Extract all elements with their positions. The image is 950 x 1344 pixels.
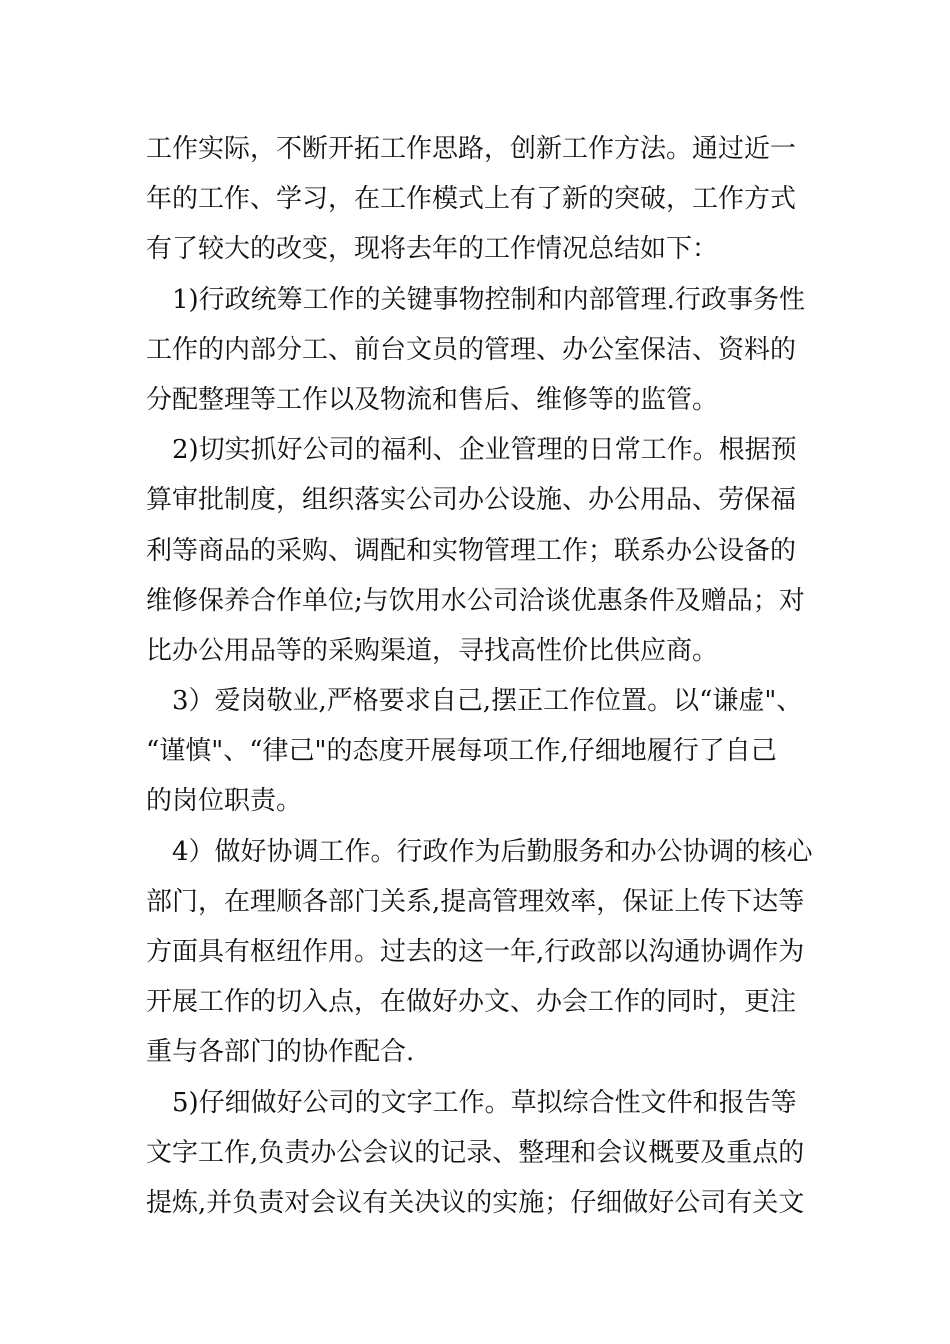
text-line: 利等商品的采购、调配和实物管理工作；联系办公设备的	[146, 535, 797, 566]
text-line: 部门，在理顺各部门关系,提高管理效率，保证上传下达等	[146, 886, 805, 917]
text-line: “谨慎"、“律己"的态度开展每项工作,仔细地履行了自己	[146, 736, 777, 767]
text-line: 工作实际，不断开拓工作思路，创新工作方法。通过近一	[146, 134, 797, 164]
paragraph-5-first-line: 5)仔细做好公司的文字工作。草拟综合性文件和报告等	[172, 1087, 797, 1118]
text-line: 重与各部门的协作配合.	[146, 1037, 415, 1068]
paragraph-2-first-line: 2)切实抓好公司的福利、企业管理的日常工作。根据预	[172, 435, 797, 466]
text-line: 比办公用品等的采购渠道，寻找高性价比供应商。	[146, 635, 719, 666]
text-line: 算审批制度，组织落实公司办公设施、办公用品、劳保福	[146, 485, 797, 516]
text-line: 分配整理等工作以及物流和售后、维修等的监管。	[146, 384, 719, 415]
text-line: 的岗位职责。	[146, 786, 303, 817]
text-line: 开展工作的切入点，在做好办文、办会工作的同时，更注	[146, 987, 797, 1018]
body-text	[146, 124, 811, 1228]
paragraph-4-first-line: 4）做好协调工作。行政作为后勤服务和办公协调的核心	[172, 836, 813, 867]
text-line: 提炼,并负责对会议有关决议的实施；仔细做好公司有关文	[146, 1187, 805, 1218]
paragraph-1-first-line: 1)行政统筹工作的关键事物控制和内部管理.行政事务性	[172, 284, 805, 315]
paragraph-3-first-line: 3）爱岗敬业,严格要求自己,摆正工作位置。以“谦虚"、	[172, 686, 803, 717]
text-line: 方面具有枢纽作用。过去的这一年,行政部以沟通协调作为	[146, 937, 805, 967]
text-line: 维修保养合作单位;与饮用水公司洽谈优惠条件及赠品；对	[146, 585, 805, 616]
text-line: 有了较大的改变，现将去年的工作情况总结如下：	[146, 234, 719, 265]
text-line: 工作的内部分工、前台文员的管理、办公室保洁、资料的	[146, 334, 797, 365]
text-line: 文字工作,负责办公会议的记录、整理和会议概要及重点的	[146, 1137, 805, 1168]
text-line: 年的工作、学习，在工作模式上有了新的突破，工作方式	[146, 184, 797, 215]
